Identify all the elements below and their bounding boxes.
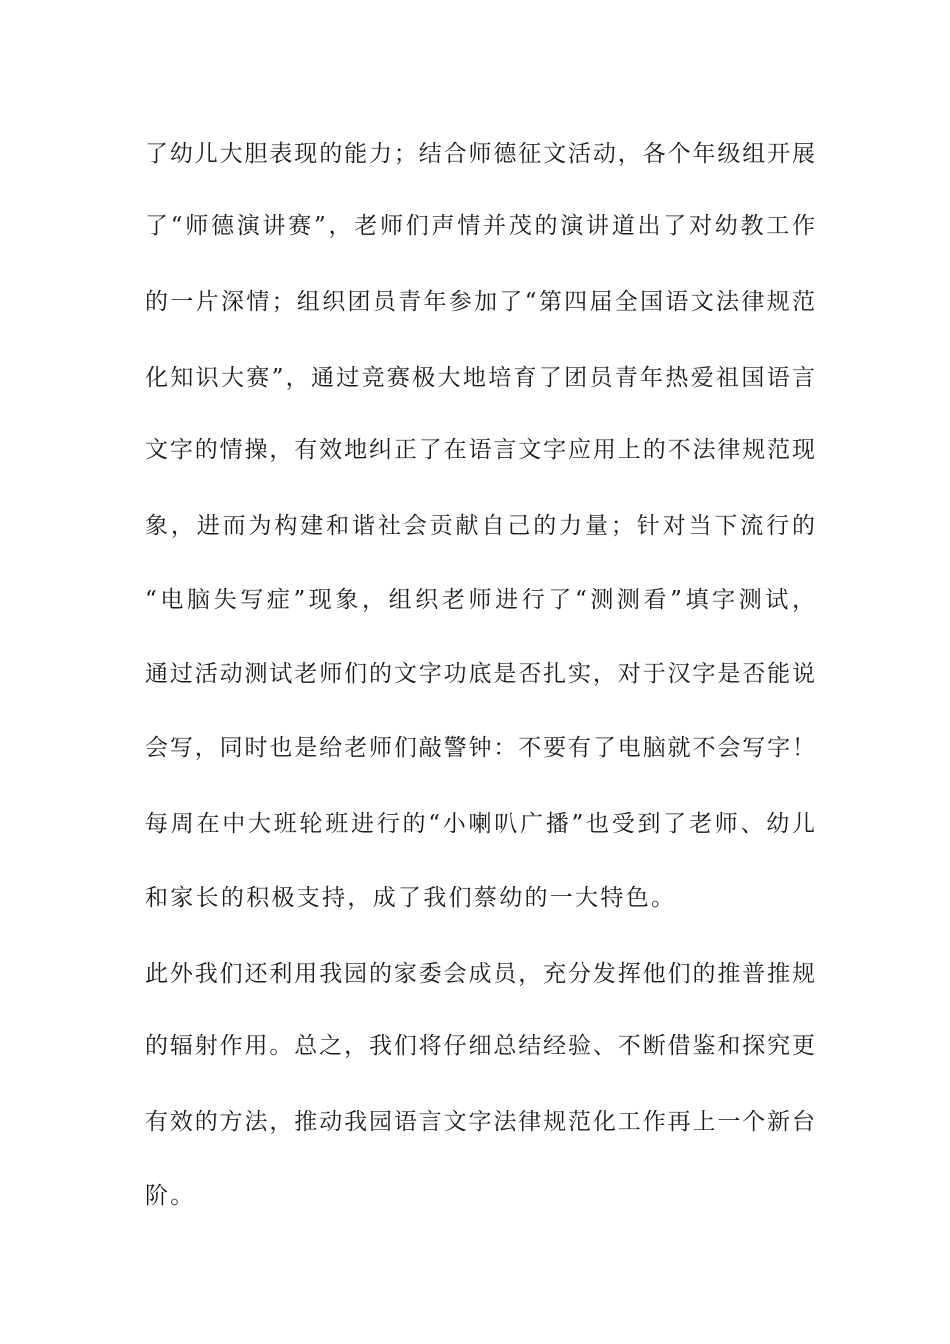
text-line-3: 的一片深情；组织团员青年参加了“第四届全国语文法律规范 bbox=[145, 289, 815, 315]
text-line-15: 阶。 bbox=[145, 1183, 196, 1209]
text-line-1: 了幼儿大胆表现的能力；结合师德征文活动，各个年级组开展 bbox=[145, 141, 815, 167]
text-line-4: 化知识大赛”，通过竞赛极大地培育了团员青年热爱祖国语言 bbox=[145, 365, 815, 391]
text-line-9: 会写，同时也是给老师们敲警钟：不要有了电脑就不会写字！ bbox=[145, 735, 815, 761]
text-line-5: 文字的情操，有效地纠正了在语言文字应用上的不法律规范现 bbox=[145, 437, 815, 463]
text-line-12: 此外我们还利用我园的家委会成员，充分发挥他们的推普推规 bbox=[145, 961, 815, 987]
text-line-13: 的辐射作用。总之，我们将仔细总结经验、不断借鉴和探究更 bbox=[145, 1033, 815, 1059]
text-line-8: 通过活动测试老师们的文字功底是否扎实，对于汉字是否能说 bbox=[145, 661, 815, 687]
text-line-11: 和家长的积极支持，成了我们蔡幼的一大特色。 bbox=[145, 885, 677, 911]
text-line-6: 象，进而为构建和谐社会贡献自己的力量；针对当下流行的 bbox=[145, 513, 815, 539]
text-line-14: 有效的方法，推动我园语言文字法律规范化工作再上一个新台 bbox=[145, 1109, 815, 1135]
text-line-7: “电脑失写症”现象，组织老师进行了“测测看”填字测试， bbox=[145, 587, 815, 613]
text-line-10: 每周在中大班轮班进行的“小喇叭广播”也受到了老师、幼儿 bbox=[145, 811, 815, 837]
text-line-2: 了“师德演讲赛”，老师们声情并茂的演讲道出了对幼教工作 bbox=[145, 213, 815, 239]
